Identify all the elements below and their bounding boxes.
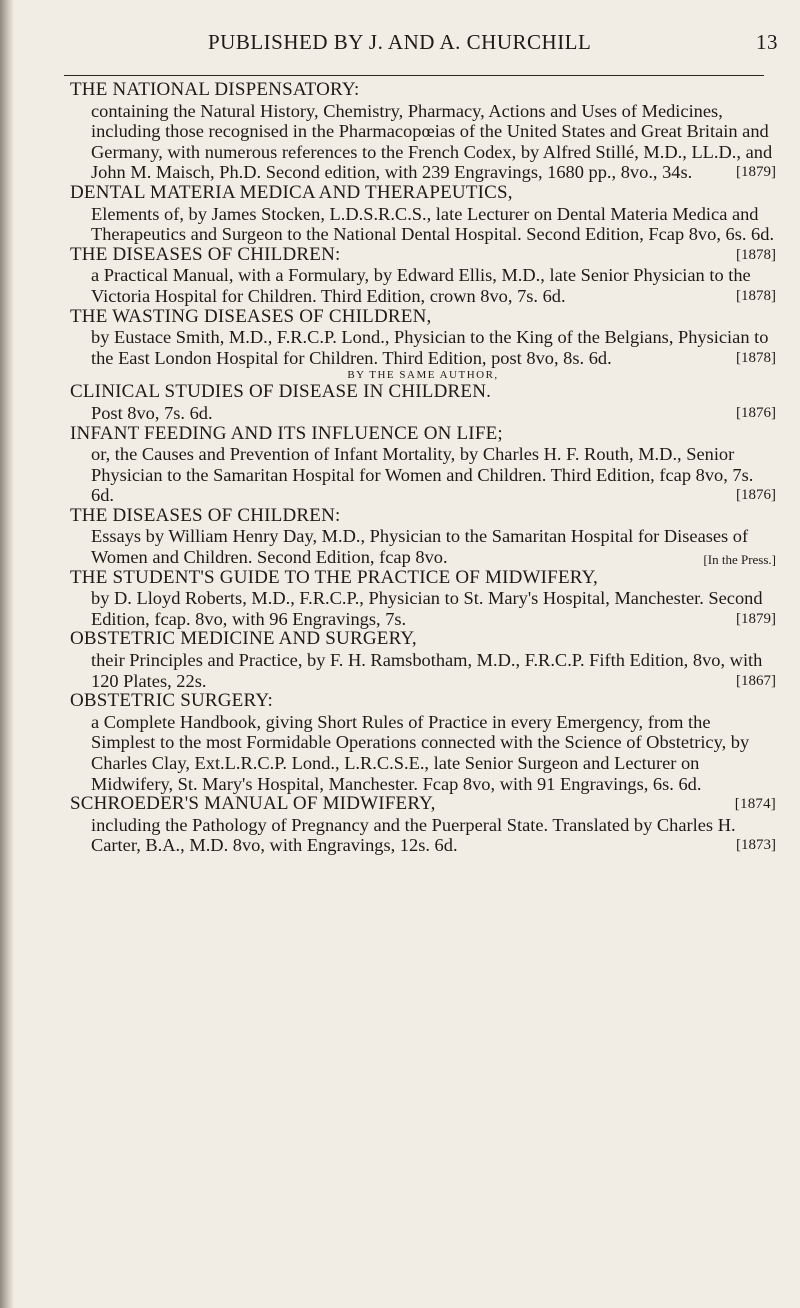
entry-title: OBSTETRIC MEDICINE AND SURGERY, bbox=[70, 628, 417, 650]
entry-description: Essays by William Henry Day, M.D., Physician to the Samaritan Hospital for Diseases of Women and Children. Second Edition, fcap 8vo. bbox=[91, 526, 749, 568]
entry-description: a Complete Handbook, giving Short Rules of Practice in every Emergency, from the Simplest to the most Formidable Operations connected with the Science of Obstetricy, by Charles Clay, Ext.L.R.C.P. Lond., L.R.C.S.E., late Senior Surgeon and Lecturer on Midwifery, St. Mary's Hospital, Manchester. Fcap 8vo, with 91 Engravings, 6s. 6d. bbox=[91, 711, 750, 794]
entry-year: [1878] bbox=[736, 246, 776, 263]
catalogue-entry bbox=[70, 80, 776, 183]
entry-year: [1876] bbox=[736, 404, 776, 421]
entry-year: [1878] bbox=[736, 287, 776, 304]
entry-description: Elements of, by James Stocken, L.D.S.R.C.S., late Lecturer on Dental Materia Medica and Therapeutics and Surgeon to the National Dental Hospital. Second Edition, Fcap 8vo, 6s. 6d. bbox=[91, 203, 775, 245]
entry-year: [1879] bbox=[736, 164, 776, 181]
header-rule bbox=[64, 75, 764, 76]
entry-description: or, the Causes and Prevention of Infant Mortality, by Charles H. F. Routh, M.D., Senior Physician to the Samaritan Hospital for Women and Children. Third Edition, fcap 8vo, 7s. 6d. bbox=[91, 444, 754, 506]
entry-description: by Eustace Smith, M.D., F.R.C.P. Lond., Physician to the King of the Belgians, Physician to the East London Hospital for Children. Third Edition, post 8vo, 8s. 6d. bbox=[91, 327, 769, 368]
running-head-title: PUBLISHED BY J. AND A. CHURCHILL bbox=[208, 30, 592, 54]
catalogue-entry bbox=[70, 368, 776, 423]
in-press-note: [In the Press.] bbox=[703, 552, 776, 568]
entry-title: CLINICAL STUDIES OF DISEASE IN CHILDREN. bbox=[70, 381, 492, 403]
page-number: 13 bbox=[756, 30, 778, 54]
entry-description: by D. Lloyd Roberts, M.D., F.R.C.P., Physician to St. Mary's Hospital, Manchester. Second Edition, fcap. 8vo, with 96 Engravings, 7s. bbox=[91, 588, 763, 629]
catalogue-entry bbox=[70, 794, 776, 856]
entry-year: [1874] bbox=[734, 796, 776, 813]
catalogue-entries bbox=[70, 80, 776, 856]
catalogue-entry bbox=[70, 424, 776, 506]
entry-description: a Practical Manual, with a Formulary, by Edward Ellis, M.D., late Senior Physician to the Victoria Hospital for Children. Third Edition, crown 8vo, 7s. 6d. bbox=[91, 265, 751, 306]
catalogue-entry bbox=[70, 506, 776, 568]
entry-year: [1876] bbox=[736, 487, 776, 504]
entry-title: THE DISEASES OF CHILDREN: bbox=[70, 243, 341, 265]
entry-title: DENTAL MATERIA MEDICA AND THERAPEUTICS, bbox=[70, 181, 513, 203]
entry-description: their Principles and Practice, by F. H. Ramsbotham, M.D., F.R.C.P. Fifth Edition, 8vo, with 120 Plates, 22s. bbox=[91, 650, 763, 691]
entry-title: THE NATIONAL DISPENSATORY: bbox=[70, 79, 360, 100]
entry-year: [1867] bbox=[736, 672, 776, 689]
entry-title: THE WASTING DISEASES OF CHILDREN, bbox=[70, 305, 432, 327]
entry-description: including the Pathology of Pregnancy and the Puerperal State. Translated by Charles H. Carter, B.A., M.D. 8vo, with Engravings, 12s. 6d. bbox=[91, 814, 736, 856]
same-author-separator: BY THE SAME AUTHOR, bbox=[347, 369, 499, 382]
catalogue-entry bbox=[70, 245, 776, 307]
running-head bbox=[58, 0, 778, 62]
entry-year: [1878] bbox=[736, 349, 776, 366]
entry-title: THE STUDENT'S GUIDE TO THE PRACTICE OF MIDWIFERY, bbox=[70, 566, 599, 588]
book-spine-shadow bbox=[0, 0, 14, 1308]
entry-title: OBSTETRIC SURGERY: bbox=[70, 690, 273, 712]
catalogue-entry bbox=[70, 629, 776, 691]
entry-title: INFANT FEEDING AND ITS INFLUENCE ON LIFE; bbox=[70, 422, 503, 444]
catalogue-entry bbox=[70, 691, 776, 794]
catalogue-entry bbox=[70, 568, 776, 630]
entry-description: Post 8vo, 7s. 6d. bbox=[91, 402, 213, 423]
entry-title: THE DISEASES OF CHILDREN: bbox=[70, 504, 341, 526]
entry-title: SCHROEDER'S MANUAL OF MIDWIFERY, bbox=[70, 793, 436, 815]
book-page bbox=[58, 0, 778, 856]
entry-description: containing the Natural History, Chemistry, Pharmacy, Actions and Uses of Medicines, including those recognised in the Pharmacopœias of the United States and Great Britain and Germany, with numerous references to the French Codex, by Alfred Stillé, M.D., LL.D., and John M. Maisch, Ph.D. Second edition, with 239 Engravings, 1680 pp., 8vo., 34s. bbox=[91, 100, 773, 183]
entry-year: [1879] bbox=[736, 610, 776, 627]
catalogue-entry bbox=[70, 307, 776, 369]
entry-year: [1873] bbox=[736, 837, 776, 854]
